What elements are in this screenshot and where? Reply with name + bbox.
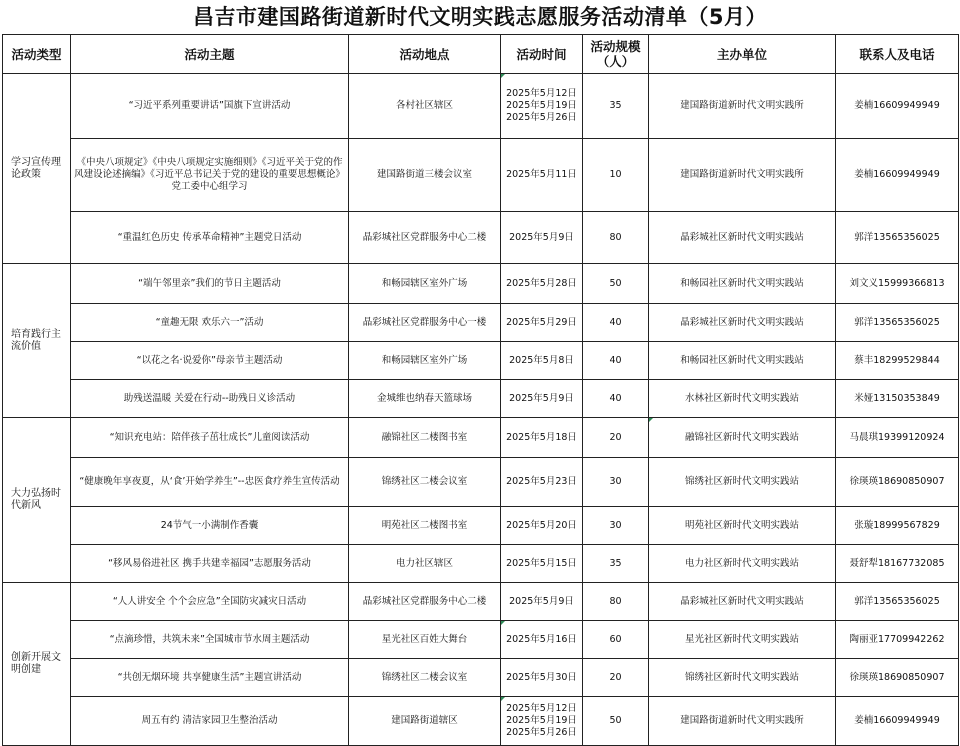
table-row — [3, 74, 959, 139]
host-org: 和畅园社区新时代文明实践站 — [649, 264, 836, 304]
contact-person: 郭洋13565356025 — [836, 304, 959, 342]
host-org: 建国路街道新时代文明实践所 — [649, 139, 836, 212]
contact-person: 郭洋13565356025 — [836, 583, 959, 621]
activity-category: 培育践行主流价值 — [3, 264, 71, 418]
table-row — [3, 139, 959, 212]
activity-time: 2025年5月29日 — [501, 304, 583, 342]
contact-person: 聂舒犁18167732085 — [836, 545, 959, 583]
host-org: 晶彩城社区新时代文明实践站 — [649, 304, 836, 342]
contact-person: 米娅13150353849 — [836, 380, 959, 418]
host-org: 建国路街道新时代文明实践所 — [649, 697, 836, 746]
header-time: 活动时间 — [501, 35, 583, 74]
host-org: 和畅园社区新时代文明实践站 — [649, 342, 836, 380]
header-org: 主办单位 — [649, 35, 836, 74]
activity-place: 明苑社区二楼图书室 — [349, 507, 501, 545]
activity-time: 2025年5月28日 — [501, 264, 583, 304]
table-row — [3, 458, 959, 507]
activity-scale: 50 — [583, 264, 649, 304]
activity-theme: “移风易俗进社区 携手共建幸福园”志愿服务活动 — [71, 545, 349, 583]
activity-scale: 40 — [583, 304, 649, 342]
contact-person: 徐瑛瑛18690850907 — [836, 659, 959, 697]
activity-time: 2025年5月23日 — [501, 458, 583, 507]
table-row — [3, 342, 959, 380]
contact-person: 刘文义15999366813 — [836, 264, 959, 304]
header-scale: 活动规模（人） — [583, 35, 649, 74]
table-row — [3, 304, 959, 342]
activity-theme: 助残送温暖 关爱在行动--助残日义诊活动 — [71, 380, 349, 418]
activity-place: 星光社区百姓大舞台 — [349, 621, 501, 659]
activity-scale: 80 — [583, 583, 649, 621]
activity-place: 融锦社区二楼图书室 — [349, 418, 501, 458]
activity-time: 2025年5月11日 — [501, 139, 583, 212]
header-contact: 联系人及电话 — [836, 35, 959, 74]
table-row — [3, 697, 959, 746]
host-org: 融锦社区新时代文明实践站 — [649, 418, 836, 458]
host-org: 电力社区新时代文明实践站 — [649, 545, 836, 583]
activity-scale: 20 — [583, 418, 649, 458]
contact-person: 张璇18999567829 — [836, 507, 959, 545]
activity-time: 2025年5月12日 2025年5月19日 2025年5月26日 — [501, 74, 583, 139]
activity-time: 2025年5月16日 — [501, 621, 583, 659]
activity-place: 晶彩城社区党群服务中心一楼 — [349, 304, 501, 342]
activity-scale: 80 — [583, 212, 649, 264]
table-row — [3, 545, 959, 583]
contact-person: 陶丽亚17709942262 — [836, 621, 959, 659]
activity-place: 锦绣社区二楼会议室 — [349, 458, 501, 507]
contact-person: 姜楠16609949949 — [836, 697, 959, 746]
activity-time: 2025年5月9日 — [501, 380, 583, 418]
table-row — [3, 212, 959, 264]
contact-person: 马晨琪19399120924 — [836, 418, 959, 458]
activity-theme: “共创无烟环境 共享健康生活”主题宣讲活动 — [71, 659, 349, 697]
activity-scale: 50 — [583, 697, 649, 746]
activity-time: 2025年5月9日 — [501, 212, 583, 264]
activity-time: 2025年5月12日 2025年5月19日 2025年5月26日 — [501, 697, 583, 746]
host-org: 锦绣社区新时代文明实践站 — [649, 659, 836, 697]
activity-time: 2025年5月8日 — [501, 342, 583, 380]
table-row — [3, 507, 959, 545]
activity-category: 大力弘扬时代新风 — [3, 418, 71, 583]
activity-scale: 30 — [583, 507, 649, 545]
activity-time: 2025年5月30日 — [501, 659, 583, 697]
activity-scale: 40 — [583, 342, 649, 380]
contact-person: 姜楠16609949949 — [836, 74, 959, 139]
contact-person: 姜楠16609949949 — [836, 139, 959, 212]
activity-scale: 40 — [583, 380, 649, 418]
activity-place: 锦绣社区二楼会议室 — [349, 659, 501, 697]
header-type: 活动类型 — [3, 35, 71, 74]
contact-person: 郭洋13565356025 — [836, 212, 959, 264]
host-org: 水林社区新时代文明实践站 — [649, 380, 836, 418]
host-org: 晶彩城社区新时代文明实践站 — [649, 583, 836, 621]
header-row — [3, 35, 959, 74]
activity-theme: 周五有约 清洁家园卫生整治活动 — [71, 697, 349, 746]
activity-place: 建国路街道辖区 — [349, 697, 501, 746]
activity-theme: “童趣无限 欢乐六一”活动 — [71, 304, 349, 342]
activity-place: 和畅园辖区室外广场 — [349, 264, 501, 304]
activity-place: 晶彩城社区党群服务中心二楼 — [349, 583, 501, 621]
activity-time: 2025年5月18日 — [501, 418, 583, 458]
activity-theme: “人人讲安全 个个会应急”全国防灾减灾日活动 — [71, 583, 349, 621]
table-row — [3, 583, 959, 621]
activity-time: 2025年5月15日 — [501, 545, 583, 583]
activity-place: 晶彩城社区党群服务中心二楼 — [349, 212, 501, 264]
activity-theme: “端午邻里亲”我们的节日主题活动 — [71, 264, 349, 304]
host-org: 建国路街道新时代文明实践所 — [649, 74, 836, 139]
activity-place: 和畅园辖区室外广场 — [349, 342, 501, 380]
activity-theme: “以花之名·说爱你”母亲节主题活动 — [71, 342, 349, 380]
activity-time: 2025年5月9日 — [501, 583, 583, 621]
contact-person: 徐瑛瑛18690850907 — [836, 458, 959, 507]
activity-theme: “健康晚年享夜夏，从‘食’开始学养生”--忠医食疗养生宣传活动 — [71, 458, 349, 507]
activity-scale: 60 — [583, 621, 649, 659]
activity-theme: “点滴珍惜，共筑未来”全国城市节水周主题活动 — [71, 621, 349, 659]
activity-theme: “知识充电站：陪伴孩子茁壮成长”儿童阅读活动 — [71, 418, 349, 458]
activity-place: 建国路街道三楼会议室 — [349, 139, 501, 212]
activity-theme: “重温红色历史 传承革命精神”主题党日活动 — [71, 212, 349, 264]
activity-scale: 35 — [583, 74, 649, 139]
activity-table — [2, 34, 959, 746]
table-row — [3, 621, 959, 659]
activity-place: 金城维也纳春天篮球场 — [349, 380, 501, 418]
table-row — [3, 659, 959, 697]
activity-scale: 20 — [583, 659, 649, 697]
table-row — [3, 380, 959, 418]
activity-theme: “习近平系列重要讲话”国旗下宣讲活动 — [71, 74, 349, 139]
activity-scale: 35 — [583, 545, 649, 583]
table-row — [3, 418, 959, 458]
host-org: 明苑社区新时代文明实践站 — [649, 507, 836, 545]
activity-place: 各村社区辖区 — [349, 74, 501, 139]
header-theme: 活动主题 — [71, 35, 349, 74]
host-org: 晶彩城社区新时代文明实践站 — [649, 212, 836, 264]
table-row — [3, 264, 959, 304]
activity-category: 学习宣传理论政策 — [3, 74, 71, 264]
header-place: 活动地点 — [349, 35, 501, 74]
contact-person: 蔡丰18299529844 — [836, 342, 959, 380]
activity-scale: 30 — [583, 458, 649, 507]
host-org: 锦绣社区新时代文明实践站 — [649, 458, 836, 507]
activity-category: 创新开展文明创建 — [3, 583, 71, 746]
host-org: 星光社区新时代文明实践站 — [649, 621, 836, 659]
activity-scale: 10 — [583, 139, 649, 212]
activity-theme: 《中央八项规定》《中央八项规定实施细则》《习近平关于党的作风建设论述摘编》《习近平总书记关于党的建设的重要思想概论》党工委中心组学习 — [71, 139, 349, 212]
activity-time: 2025年5月20日 — [501, 507, 583, 545]
page-title: 昌吉市建国路街道新时代文明实践志愿服务活动清单（5月） — [192, 5, 768, 29]
activity-place: 电力社区辖区 — [349, 545, 501, 583]
activity-theme: 24节气一小满制作香囊 — [71, 507, 349, 545]
